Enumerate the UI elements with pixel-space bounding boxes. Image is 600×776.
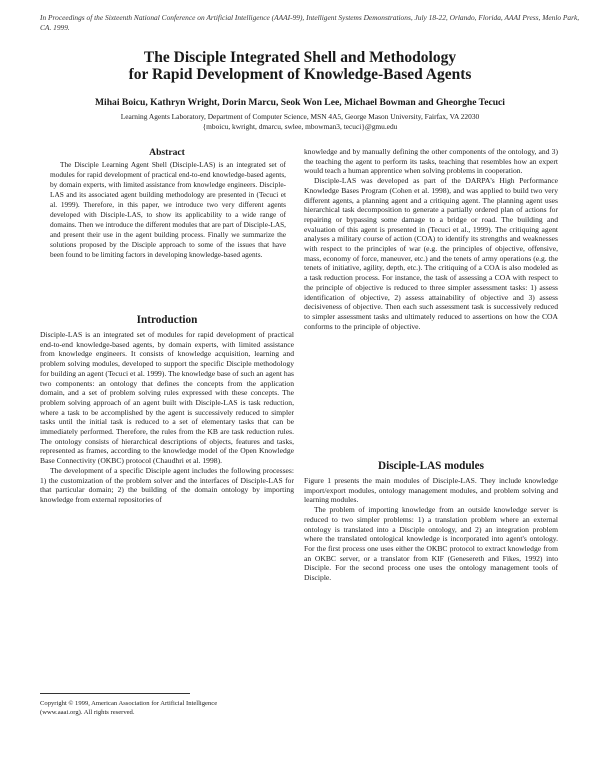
introduction-body-continued [304, 147, 558, 331]
modules-paragraph: Figure 1 presents the main modules of Disciple-LAS. They include knowledge import/export modules, ontology management modules, and problem solving and learning modules. [304, 476, 558, 505]
title-line-1: The Disciple Integrated Shell and Methodology [143, 49, 457, 66]
modules-heading: Disciple-LAS modules [378, 460, 484, 472]
modules-paragraph: The problem of importing knowledge from an outside knowledge server is reduced to two simpler problems: 1) a translation problem where an external ontology is translated into a Disciple ontology, and 2) an integration problem where the translated ontological knowledge is incorporated into agent's ontology. For the first process one uses either the OKBC protocol to extract knowledge from an OKBC server, or a translator from KIF (Genesereth and Fikes, 1992) into Disciple. For the second process one uses the ontology management tools of Disciple. [304, 505, 558, 583]
introduction-body [40, 330, 294, 505]
abstract-text: The Disciple Learning Agent Shell (Disciple-LAS) is an integrated set of modules for rapid development of practical end-to-end knowledge-based agents, by domain experts, with limited assistance from knowledge engineers. Disciple-LAS and its associated agent building methodology are presented in (Tecuci et al. 1999). Therefore, in this paper, we introduce two very different agents developed with Disciple-LAS, to show its applicability to a wide range of domains. Then we introduce the different modules that are part of Disciple-LAS, and present their use in the agent building process. Finally we summarize the solutions proposed by the Disciple approach to some of the issues that have been found to be limiting factors in developing knowledge-based agents. [50, 160, 286, 259]
abstract-heading: Abstract [149, 147, 185, 158]
title-line-2: for Rapid Development of Knowledge-Based Agents [128, 66, 472, 83]
copyright-notice [40, 699, 280, 717]
proceedings-citation: In Proceedings of the Sixteenth National Conference on Artificial Intelligence (AAAI-99), Intelligent Systems Demonstrations, July 18-22, Orlando, Florida, AAAI Press, Menlo Park, CA. 1999. [40, 13, 580, 32]
introduction-paragraph: Disciple-LAS was developed as part of the DARPA's High Performance Knowledge Bases Program (Cohen et al. 1998), and was applied to build two very different agents, a planning agent and a critiquing agent. The planning agent uses hierarchical task decomposition to generate a partially ordered plan of actions for repairing or bypassing some damage to a bridge or road. The building and evaluation of this agent is presented in (Tecuci et al., 1999). The critiquing agent analyses a military course of action (COA) to identify its strengths and weaknesses with respect to the principles of war (e.g. the principles of objective, offensive, mass, economy of force, maneuver, etc.) and the tenets of army operations (e.g. the tenets of initiative, agility, depth, etc.). The critiquing of a COA is also modeled as a task reduction process. For instance, the task of assessing a COA with respect to the principle of objective is reduced to three simpler assessment tasks: 1) assess identification of objective, 2) assess attainability of objective and 3) assess decisiveness of objective. Then each such assessment task is successively reduced to simpler assessment tasks and ultimately reduced to assertions on how the COA conforms to the principle of objective. [304, 176, 558, 331]
introduction-paragraph: knowledge and by manually defining the other components of the ontology, and 3) the teaching the agent to perform its tasks, teaching that resembles how an expert would teach a human apprentice when solving problems in cooperation. [304, 147, 558, 176]
introduction-paragraph: Disciple-LAS is an integrated set of modules for rapid development of practical end-to-end knowledge-based agents, by domain experts, with limited assistance from knowledge engineers. It consists of knowledge acquisition, learning and problem solving modules, developed to support the specific Disciple methodology for building an agent (Tecuci et al. 1999). The knowledge base of such an agent has two components: an ontology that defines the concepts from the application domain, and a set of problem solving rules expressed with these concepts. The problem solving approach of an agent built with Disciple-LAS is task reduction, where a task to be accomplished by the agent is successively reduced to simpler tasks until the initial task is reduced to a set of elementary tasks that can be immediately performed. Therefore, the rules from the KB are task reduction rules. The ontology consists of hierarchical descriptions of objects, features and tasks, represented as frames, according to the knowledge model of the Open Knowledge Base Connectivity (OKBC) protocol (Chaudhri et al. 1998). [40, 330, 294, 466]
affiliation-block [40, 112, 560, 131]
author-list: Mihai Boicu, Kathryn Wright, Dorin Marcu, Seok Won Lee, Michael Bowman and Gheorghe Tecuci [95, 97, 505, 108]
modules-body [304, 476, 558, 583]
affiliation: Learning Agents Laboratory, Department of Computer Science, MSN 4A5, George Mason University, Fairfax, VA 22030 [120, 112, 480, 121]
footnote-rule [40, 693, 190, 694]
introduction-paragraph: The development of a specific Disciple agent includes the following processes: 1) the customization of the problem solver and the interfaces of Disciple-LAS for that particular domain; 2) the building of the domain ontology by importing knowledge from external repositories of [40, 465, 294, 504]
author-emails: {mboicu, kwright, dmarcu, swlee, mbowman3, tecuci}@gmu.edu [202, 121, 398, 131]
copyright-line: Copyright © 1999, American Association for Artificial Intelligence [40, 700, 218, 707]
copyright-line: (www.aaai.org). All rights reserved. [40, 709, 135, 716]
introduction-heading: Introduction [136, 314, 198, 326]
paper-title [40, 49, 560, 83]
